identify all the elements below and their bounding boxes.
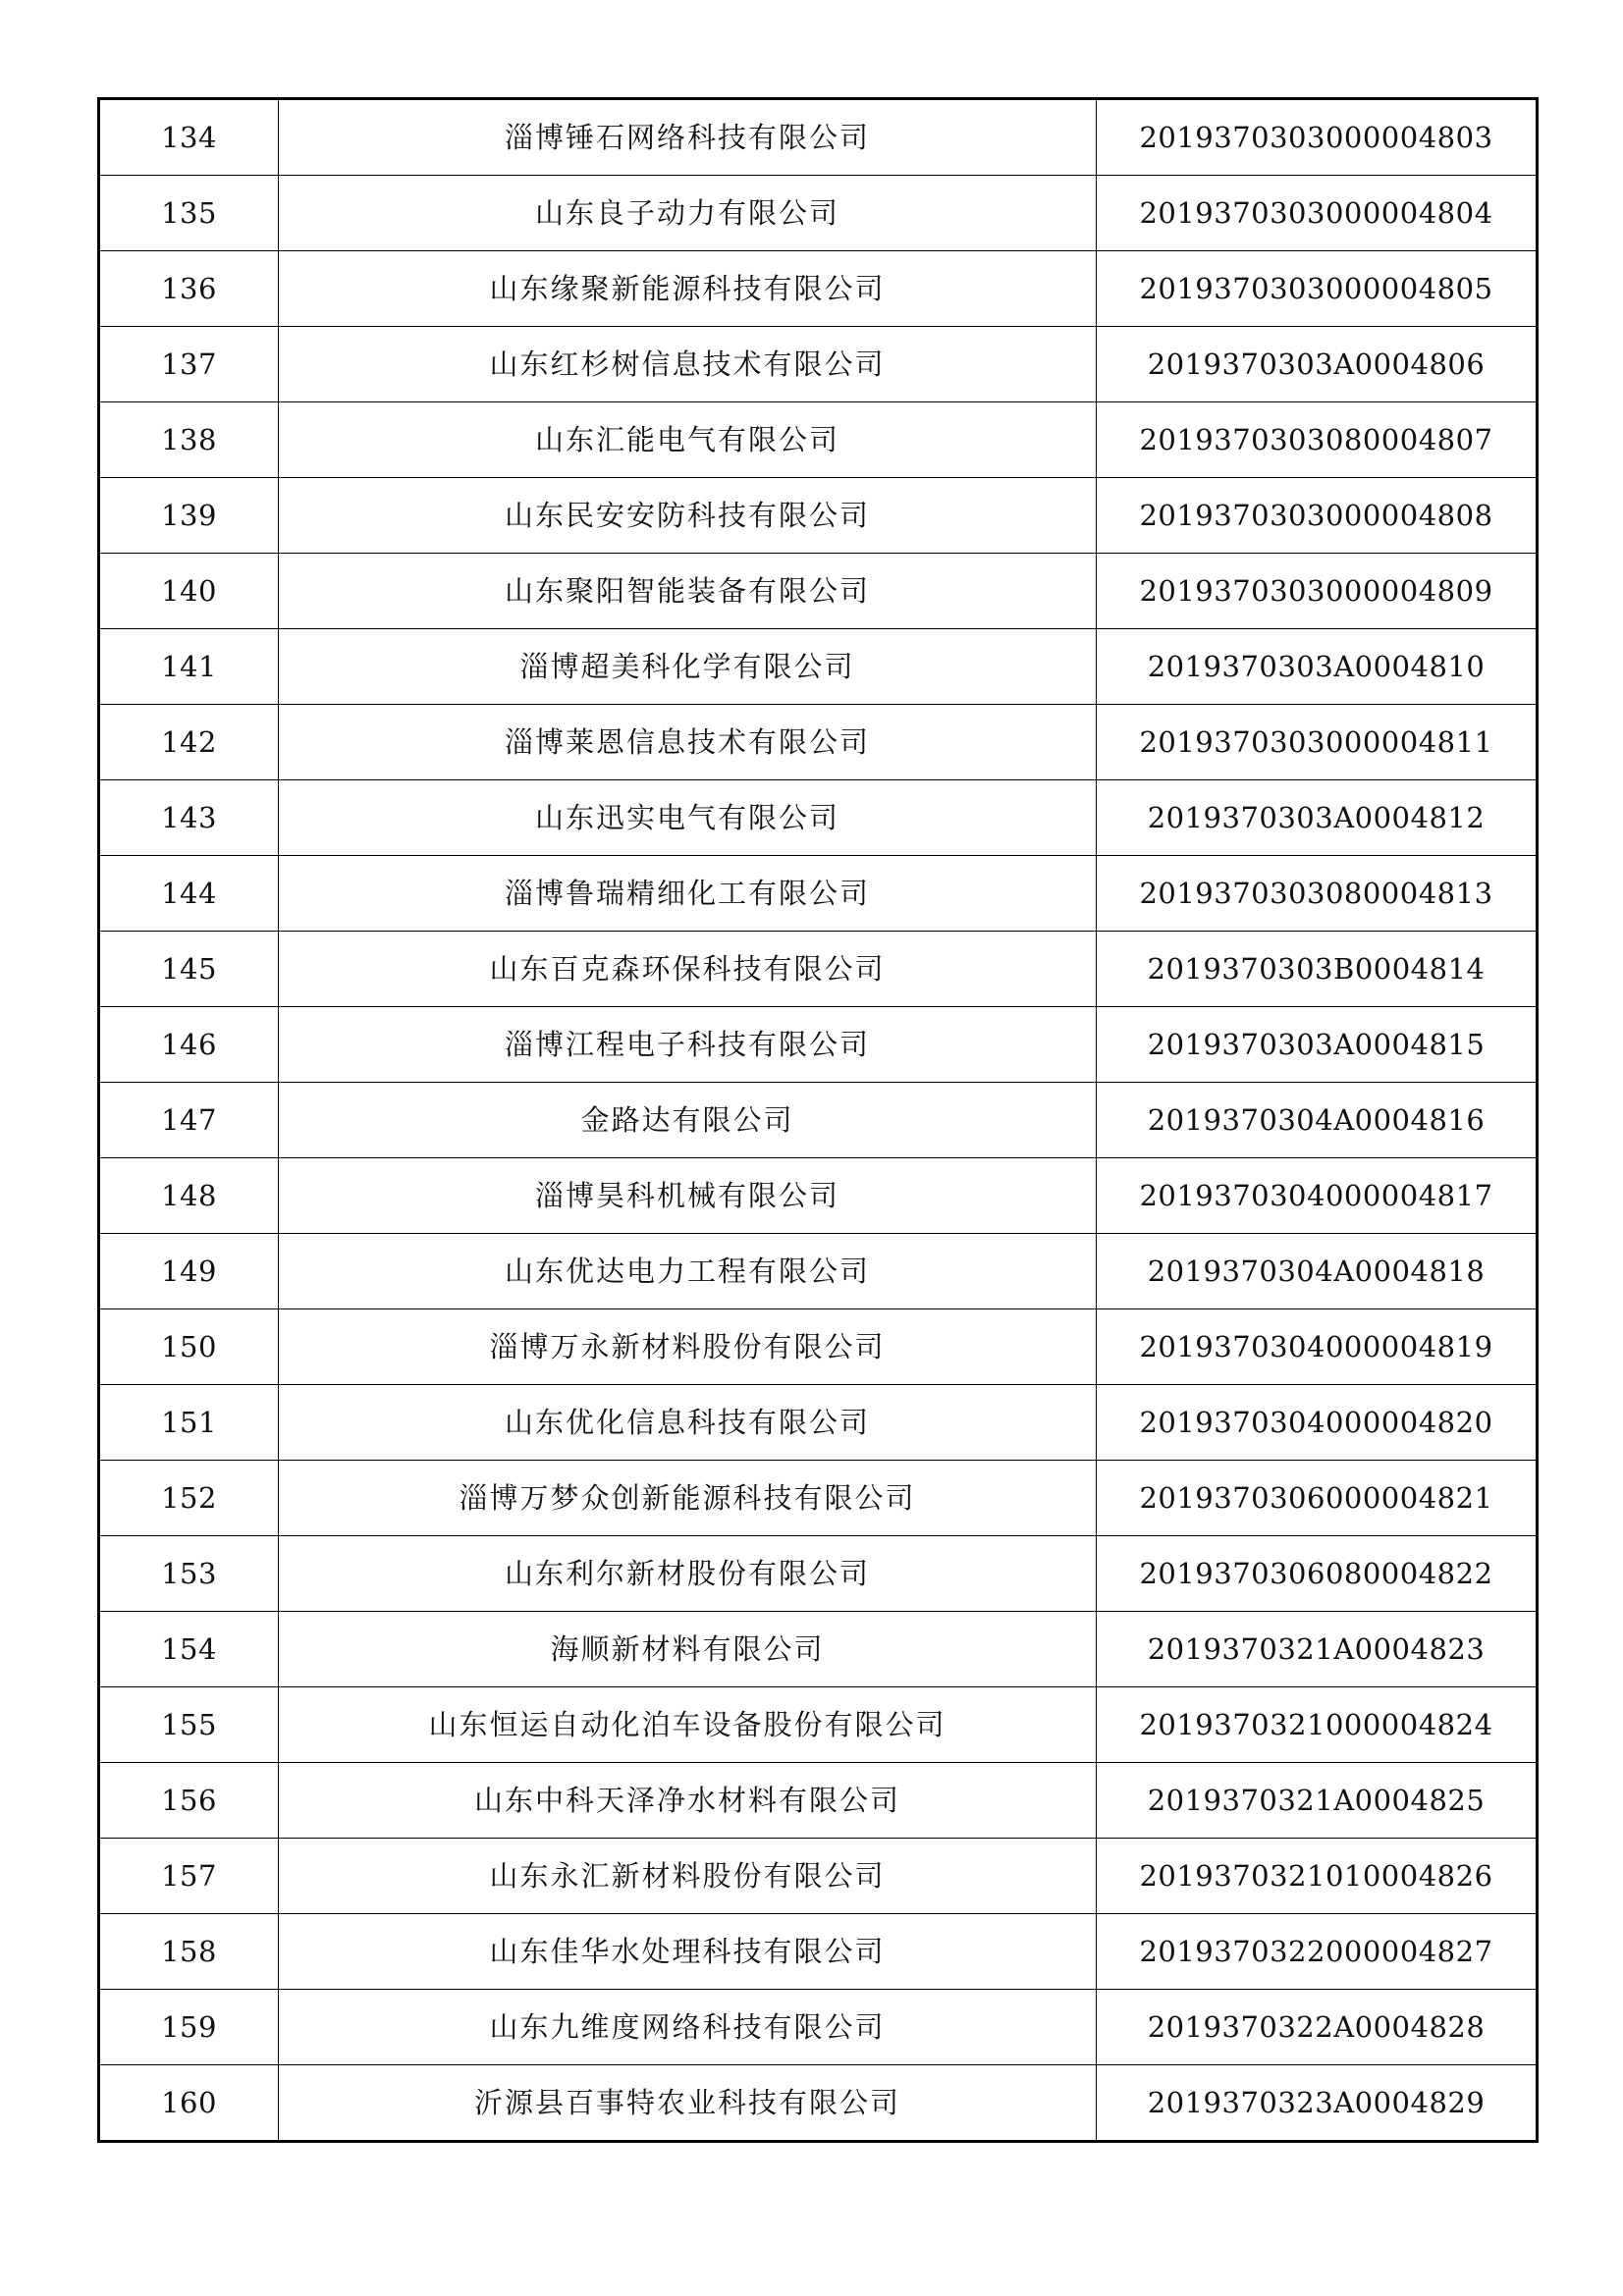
company-name-cell: 淄博锤石网络科技有限公司 xyxy=(279,99,1097,176)
table-row xyxy=(99,1914,1538,1990)
registration-code-cell: 2019370304000004819 xyxy=(1097,1309,1538,1385)
table-row xyxy=(99,176,1538,251)
registration-code-cell: 2019370322A0004828 xyxy=(1097,1990,1538,2065)
company-name-cell: 山东百克森环保科技有限公司 xyxy=(279,932,1097,1007)
company-name-cell: 山东佳华水处理科技有限公司 xyxy=(279,1914,1097,1990)
company-name-cell: 淄博鲁瑞精细化工有限公司 xyxy=(279,856,1097,932)
registration-code-cell: 2019370306080004822 xyxy=(1097,1536,1538,1612)
row-number-cell: 148 xyxy=(99,1158,279,1234)
table-row xyxy=(99,1309,1538,1385)
table-row xyxy=(99,478,1538,554)
registration-code-cell: 2019370321010004826 xyxy=(1097,1839,1538,1914)
table-row xyxy=(99,629,1538,705)
table-row xyxy=(99,856,1538,932)
row-number-cell: 154 xyxy=(99,1612,279,1687)
row-number-cell: 160 xyxy=(99,2065,279,2142)
row-number-cell: 144 xyxy=(99,856,279,932)
company-name-cell: 淄博万梦众创新能源科技有限公司 xyxy=(279,1461,1097,1536)
row-number-cell: 141 xyxy=(99,629,279,705)
registration-code-cell: 2019370303000004808 xyxy=(1097,478,1538,554)
row-number-cell: 156 xyxy=(99,1763,279,1839)
table-row xyxy=(99,327,1538,402)
company-name-cell: 山东中科天泽净水材料有限公司 xyxy=(279,1763,1097,1839)
table-row xyxy=(99,705,1538,780)
registration-code-cell: 2019370323A0004829 xyxy=(1097,2065,1538,2142)
company-name-cell: 山东九维度网络科技有限公司 xyxy=(279,1990,1097,2065)
company-name-cell: 金路达有限公司 xyxy=(279,1083,1097,1158)
company-name-cell: 山东迅实电气有限公司 xyxy=(279,780,1097,856)
row-number-cell: 143 xyxy=(99,780,279,856)
table-row xyxy=(99,1612,1538,1687)
company-name-cell: 沂源县百事特农业科技有限公司 xyxy=(279,2065,1097,2142)
table-row xyxy=(99,1234,1538,1309)
registration-code-cell: 2019370304000004820 xyxy=(1097,1385,1538,1461)
company-name-cell: 山东优达电力工程有限公司 xyxy=(279,1234,1097,1309)
company-name-cell: 海顺新材料有限公司 xyxy=(279,1612,1097,1687)
company-name-cell: 山东聚阳智能装备有限公司 xyxy=(279,554,1097,629)
registration-code-cell: 2019370304A0004818 xyxy=(1097,1234,1538,1309)
table-row xyxy=(99,1536,1538,1612)
row-number-cell: 138 xyxy=(99,402,279,478)
registration-code-cell: 2019370303000004809 xyxy=(1097,554,1538,629)
table-row xyxy=(99,99,1538,176)
row-number-cell: 149 xyxy=(99,1234,279,1309)
row-number-cell: 150 xyxy=(99,1309,279,1385)
company-name-cell: 山东永汇新材料股份有限公司 xyxy=(279,1839,1097,1914)
table-row xyxy=(99,1083,1538,1158)
row-number-cell: 139 xyxy=(99,478,279,554)
registration-code-cell: 2019370303B0004814 xyxy=(1097,932,1538,1007)
row-number-cell: 158 xyxy=(99,1914,279,1990)
company-name-cell: 淄博昊科机械有限公司 xyxy=(279,1158,1097,1234)
table-body xyxy=(99,99,1538,2142)
company-name-cell: 淄博江程电子科技有限公司 xyxy=(279,1007,1097,1083)
registration-code-cell: 2019370303080004807 xyxy=(1097,402,1538,478)
company-name-cell: 山东优化信息科技有限公司 xyxy=(279,1385,1097,1461)
row-number-cell: 147 xyxy=(99,1083,279,1158)
company-name-cell: 山东良子动力有限公司 xyxy=(279,176,1097,251)
registration-code-cell: 2019370303000004811 xyxy=(1097,705,1538,780)
table-row xyxy=(99,932,1538,1007)
table-row xyxy=(99,1461,1538,1536)
company-name-cell: 山东民安安防科技有限公司 xyxy=(279,478,1097,554)
row-number-cell: 135 xyxy=(99,176,279,251)
row-number-cell: 140 xyxy=(99,554,279,629)
table-row xyxy=(99,2065,1538,2142)
registration-code-cell: 2019370321000004824 xyxy=(1097,1687,1538,1763)
company-registry-table xyxy=(97,97,1539,2143)
registration-code-cell: 2019370303A0004812 xyxy=(1097,780,1538,856)
company-name-cell: 淄博超美科化学有限公司 xyxy=(279,629,1097,705)
company-name-cell: 山东红杉树信息技术有限公司 xyxy=(279,327,1097,402)
registration-code-cell: 2019370321A0004823 xyxy=(1097,1612,1538,1687)
table-row xyxy=(99,1007,1538,1083)
row-number-cell: 157 xyxy=(99,1839,279,1914)
row-number-cell: 146 xyxy=(99,1007,279,1083)
registration-code-cell: 2019370322000004827 xyxy=(1097,1914,1538,1990)
table-row xyxy=(99,780,1538,856)
company-name-cell: 山东恒运自动化泊车设备股份有限公司 xyxy=(279,1687,1097,1763)
row-number-cell: 152 xyxy=(99,1461,279,1536)
table-row xyxy=(99,1385,1538,1461)
registration-code-cell: 2019370303A0004810 xyxy=(1097,629,1538,705)
row-number-cell: 137 xyxy=(99,327,279,402)
table-row xyxy=(99,1763,1538,1839)
registration-code-cell: 2019370304000004817 xyxy=(1097,1158,1538,1234)
table-row xyxy=(99,1687,1538,1763)
row-number-cell: 136 xyxy=(99,251,279,327)
registration-code-cell: 2019370303000004803 xyxy=(1097,99,1538,176)
registration-code-cell: 2019370303A0004815 xyxy=(1097,1007,1538,1083)
table-row xyxy=(99,402,1538,478)
table-row xyxy=(99,251,1538,327)
registration-code-cell: 2019370306000004821 xyxy=(1097,1461,1538,1536)
registration-code-cell: 2019370303000004805 xyxy=(1097,251,1538,327)
registration-code-cell: 2019370304A0004816 xyxy=(1097,1083,1538,1158)
row-number-cell: 142 xyxy=(99,705,279,780)
table-row xyxy=(99,1990,1538,2065)
registration-code-cell: 2019370303000004804 xyxy=(1097,176,1538,251)
table-row xyxy=(99,1839,1538,1914)
company-name-cell: 山东利尔新材股份有限公司 xyxy=(279,1536,1097,1612)
table-row xyxy=(99,1158,1538,1234)
company-name-cell: 淄博莱恩信息技术有限公司 xyxy=(279,705,1097,780)
registration-code-cell: 2019370303080004813 xyxy=(1097,856,1538,932)
company-name-cell: 山东汇能电气有限公司 xyxy=(279,402,1097,478)
registration-code-cell: 2019370303A0004806 xyxy=(1097,327,1538,402)
row-number-cell: 155 xyxy=(99,1687,279,1763)
row-number-cell: 134 xyxy=(99,99,279,176)
company-name-cell: 山东缘聚新能源科技有限公司 xyxy=(279,251,1097,327)
row-number-cell: 159 xyxy=(99,1990,279,2065)
row-number-cell: 145 xyxy=(99,932,279,1007)
row-number-cell: 153 xyxy=(99,1536,279,1612)
registration-code-cell: 2019370321A0004825 xyxy=(1097,1763,1538,1839)
row-number-cell: 151 xyxy=(99,1385,279,1461)
company-name-cell: 淄博万永新材料股份有限公司 xyxy=(279,1309,1097,1385)
table-row xyxy=(99,554,1538,629)
